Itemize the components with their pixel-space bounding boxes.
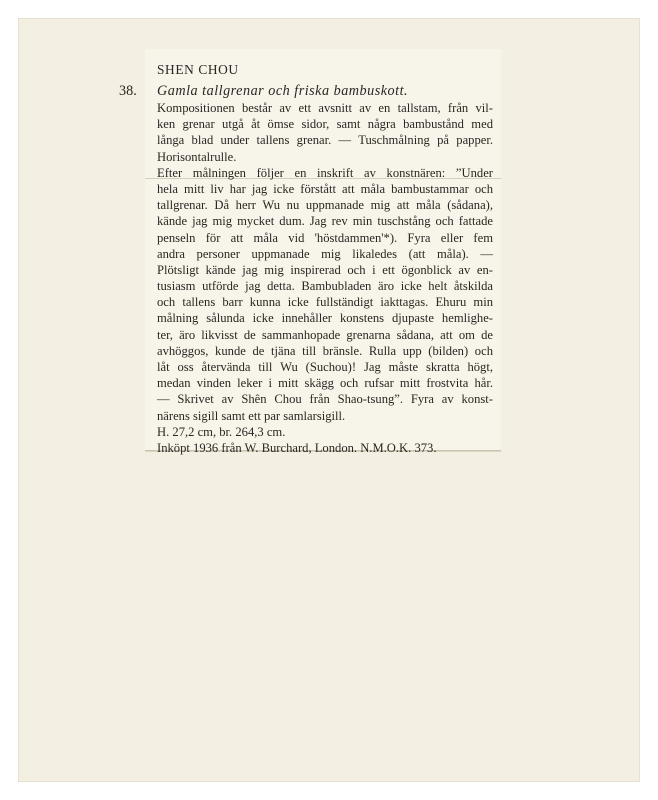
text-line: avhöggos, kunde de tjäna till bränsle. Rulla upp (bilden) och: [157, 343, 493, 358]
entry-title: Gamla tallgrenar och friska bambuskott.: [157, 83, 409, 99]
text-line: H. 27,2 cm, br. 264,3 cm.: [157, 424, 286, 439]
text-line: Kompositionen består av ett avsnitt av en tallstam, från vil-: [157, 101, 493, 115]
text-line: närens sigill samt ett par samlarsigill.: [157, 408, 346, 423]
text-line: andra personer uppmanade mig likaledes (att måla). —: [157, 246, 493, 261]
text-line: långa blad under tallens grenar. — Tuschmålning på papper.: [157, 133, 493, 148]
text-line: kände jag mig mycket dum. Jag rev min tuschstång och fattade: [157, 214, 493, 229]
entry-number: 38.: [119, 83, 137, 99]
text-line: ter, äro likvisst de sammanhopade grenarna sådana, att om de: [157, 327, 493, 342]
text-line: Efter målningen följer en inskrift av konstnären: ”Under: [157, 165, 493, 180]
text-line: ken grenar utgå åt ömse sidor, samt några bambustånd med: [157, 117, 493, 132]
text-line: Plötsligt kände jag mig inspirerad och i ett ögonblick av en-: [157, 262, 493, 277]
text-line: Horisontalrulle.: [157, 149, 237, 164]
text-line: målning sålunda icke innehåller konstens djupaste hemlighe-: [157, 311, 493, 326]
text-line: Inköpt 1936 från W. Burchard, London. N.M.O.K. 373.: [157, 440, 437, 455]
text-line: medan vinden leker i mitt skägg och rufsar mitt frostvita hår.: [157, 376, 493, 391]
entry-description: [157, 100, 493, 456]
text-line: hela mitt liv har jag icke förstått att måla bambustammar och: [157, 181, 493, 196]
artist-name: SHEN CHOU: [157, 62, 239, 77]
text-line: låt oss återvända till Wu (Suchou)! Jag måste skratta högt,: [157, 360, 493, 374]
text-line: — Skrivet av Shên Chou från Shao-tsung”. Fyra av konst-: [157, 392, 493, 407]
text-line: och tallens barr kunna icke fullständigt iakttagas. Ehuru min: [157, 295, 493, 310]
text-line: penseln för att måla vid 'höstdammen'*). Fyra eller fem: [157, 230, 493, 245]
text-line: tusiasm utförde jag detta. Bambubladen äro icke helt åtskilda: [157, 279, 493, 294]
text-line: tallgrenar. Då herr Wu nu uppmanade mig att måla (sådana),: [157, 198, 493, 213]
